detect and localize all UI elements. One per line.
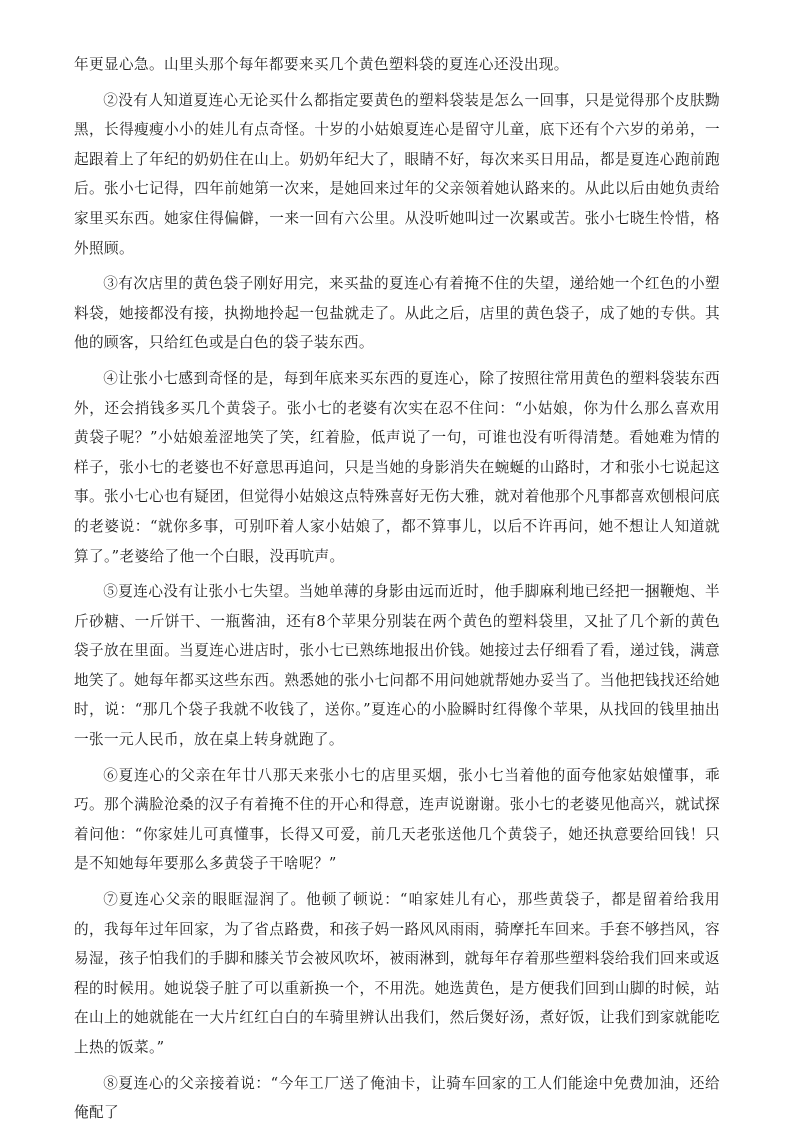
paragraph-continuation: 年更显心急。山里头那个每年都要来买几个黄色塑料袋的夏连心还没出现。 — [74, 56, 569, 73]
paragraph-3: ③有次店里的黄色袋子刚好用完，来买盐的夏连心有着掩不住的失望，递给她一个红色的小塑料袋，她接都没有接，执拗地拎起一包盐就走了。从此之后，店里的黄色袋子，成了她的专供。其他的顾客，只给红色或是白色的袋子装东西。 — [74, 275, 720, 352]
paragraph-7: ⑦夏连心父亲的眼眶湿润了。他顿了顿说：“咱家娃儿有心，那些黄袋子，都是留着给我用的，我每年过年回家，为了省点路费，和孩子妈一路风风雨雨，骑摩托车回来。手套不够挡风，容易湿，孩子怕我们的手脚和膝关节会被风吹坏，被雨淋到，就每年存着那些塑料袋给我们回来或返程的时候用。她说袋子脏了可以重新换一个，不用洗。她选黄色，是方便我们回到山脚的时候，站在山上的她就能在一大片红红白白的车骑里辨认出我们，然后煲好汤，煮好饭，让我们到家就能吃上热的饭菜。” — [74, 891, 720, 1056]
paragraph-5: ⑤夏连心没有让张小七失望。当她单薄的身影由远而近时，他手脚麻利地已经把一捆鞭炮、半斤砂糖、一斤饼干、一瓶酱油，还有8个苹果分别装在两个黄色的塑料袋里，又扯了几个新的黄色袋子放在里面。当夏连心进店时，张小七已熟练地报出价钱。她接过去仔细看了看，递过钱，满意地笑了。她每年都买这些东西。熟悉她的张小七问都不用问她就帮她办妥当了。当他把钱找还给她时，说：“那几个袋子我就不收钱了，送你。”夏连心的小脸瞬时红得像个苹果，从找回的钱里抽出一张一元人民币，放在桌上转身就跑了。 — [74, 583, 720, 749]
paragraph-6: ⑥夏连心的父亲在年廿八那天来张小七的店里买烟，张小七当着他的面夸他家姑娘懂事，乖巧。那个满脸沧桑的汉子有着掩不住的开心和得意，连声说谢谢。张小七的老婆见他高兴，就试探着问他：“你家娃儿可真懂事，长得又可爱，前几天老张送他几个黄袋子，她还执意要给回钱！只是不知她每年要那么多黄袋子干啥呢？” — [74, 766, 720, 873]
paragraph-4: ④让张小七感到奇怪的是，每到年底来买东西的夏连心，除了按照往常用黄色的塑料袋装东西外，还会捎钱多买几个黄袋子。张小七的老婆有次实在忍不住问：“小姑娘，你为什么那么喜欢用黄袋子呢？”小姑娘羞涩地笑了笑，红着脸，低声说了一句，可谁也没有听得清楚。看她难为情的样子，张小七的老婆也不好意思再追问，只是当她的身影消失在蜿蜒的山路时，才和张小七说起这事。张小七心也有疑团，但觉得小姑娘这点特殊喜好无伤大雅，就对着他那个凡事都喜欢刨根问底的老婆说：“就你多事，可别吓着人家小姑娘了，都不算事儿，以后不许再问，她不想让人知道就算了。”老婆给了他一个白眼，没再吭声。 — [74, 369, 720, 565]
paragraph-2: ②没有人知道夏连心无论买什么都指定要黄色的塑料袋装是怎么一回事，只是觉得那个皮肤黝黑，长得瘦瘦小小的娃儿有点奇怪。十岁的小姑娘夏连心是留守儿童，底下还有个六岁的弟弟，一起跟着上了年纪的奶奶住在山上。奶奶年纪大了，眼睛不好，每次来买日用品，都是夏连心跑前跑后。张小七记得，四年前她第一次来，是她回来过年的父亲领着她认路来的。从此以后由她负责给家里买东西。她家住得偏僻，一来一回有六公里。从没听她叫过一次累或苦。张小七晓生怜惜，格外照顾。 — [74, 91, 720, 257]
paragraph-8: ⑧夏连心的父亲接着说：“今年工厂送了俺油卡，让骑车回家的工人们能途中免费加油，还给俺配了 — [74, 1074, 720, 1122]
